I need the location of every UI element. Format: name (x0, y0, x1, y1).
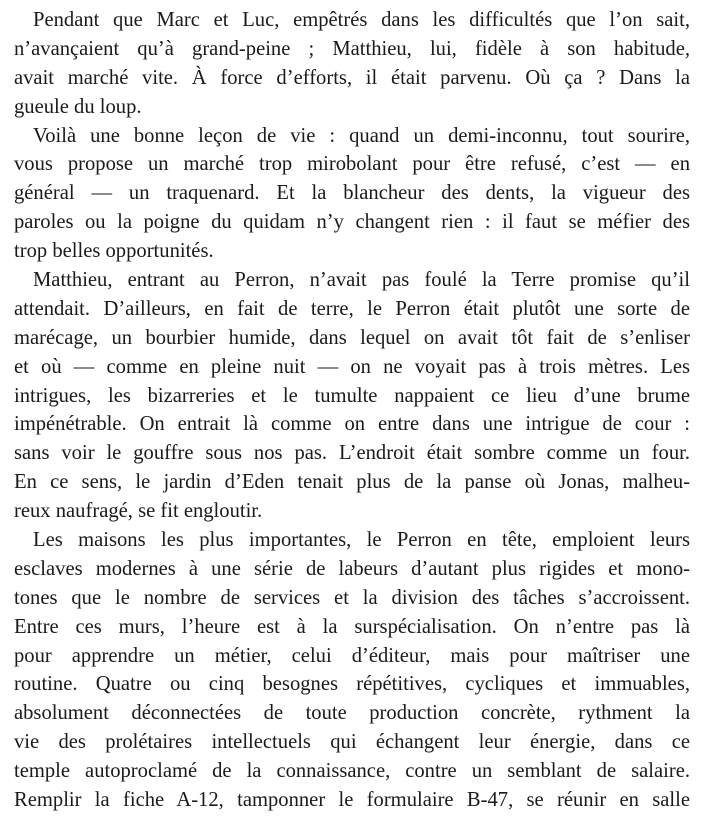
book-page (14, 6, 690, 815)
paragraph-3 (14, 266, 690, 526)
text-line: marécage, un bourbier humide, dans lequel on avait tôt fait de s’enliser (14, 326, 690, 349)
text-line: impénétrable. On entrait là comme on entre dans une intrigue de cour : (14, 413, 690, 436)
paragraph-1 (14, 6, 690, 122)
text-line: avait marché vite. À force d’efforts, il était parvenu. Où ça ? Dans la (14, 66, 690, 89)
text-line: gueule du loup. (14, 95, 142, 118)
text-line: sans voir le gouffre sous nos pas. L’endroit était sombre comme un four. (14, 442, 690, 465)
text-line: Remplir la fiche A-12, tamponner le formulaire B-47, se réunir en salle (14, 789, 690, 812)
text-line: Matthieu, entrant au Perron, n’avait pas foulé la Terre promise qu’il (33, 269, 690, 292)
text-line: Pendant que Marc et Luc, empêtrés dans les difficultés que l’on sait, (33, 9, 690, 31)
paragraph-4 (14, 526, 690, 815)
text-line: Voilà une bonne leçon de vie : quand un demi-inconnu, tout sourire, (33, 124, 690, 147)
paragraph-2 (14, 122, 690, 266)
text-line: vie des prolétaires intellectuels qui échangent leur énergie, dans ce (14, 731, 690, 754)
text-line: tones que le nombre de services et la division des tâches s’accroissent. (14, 586, 690, 609)
text-line: pour apprendre un métier, celui d’éditeur, mais pour maîtriser une (14, 644, 690, 667)
text-line: temple autoproclamé de la connaissance, contre un semblant de salaire. (14, 760, 690, 783)
text-line: attendait. D’ailleurs, en fait de terre, le Perron était plutôt une sorte de (14, 297, 690, 320)
text-line: Entre ces murs, l’heure est à la surspécialisation. On n’entre pas là (14, 615, 690, 638)
text-line: reux naufragé, se fit engloutir. (14, 500, 263, 523)
text-line: général — un traquenard. Et la blancheur des dents, la vigueur des (14, 182, 690, 205)
text-line: intrigues, les bizarreries et le tumulte nappaient ce lieu d’une brume (14, 384, 690, 407)
text-line: paroles ou la poigne du quidam n’y changent rien : il faut se méfier des (14, 211, 690, 234)
text-line: trop belles opportunités. (14, 240, 214, 263)
text-line: n’avançaient qu’à grand-peine ; Matthieu, lui, fidèle à son habitude, (14, 37, 690, 60)
text-line: Les maisons les plus importantes, le Perron en tête, emploient leurs (33, 529, 690, 552)
text-line: En ce sens, le jardin d’Eden tenait plus de la panse où Jonas, malheu- (14, 471, 690, 494)
text-line: vous propose un marché trop mirobolant pour être refusé, c’est — en (14, 153, 690, 176)
text-line: absolument déconnectées de toute production concrète, rythment la (14, 702, 690, 725)
text-line: esclaves modernes à une série de labeurs d’autant plus rigides et mono- (14, 557, 690, 580)
text-line: et où — comme en pleine nuit — on ne voyait pas à trois mètres. Les (14, 355, 690, 378)
text-line: routine. Quatre ou cinq besognes répétitives, cycliques et immuables, (14, 673, 690, 696)
